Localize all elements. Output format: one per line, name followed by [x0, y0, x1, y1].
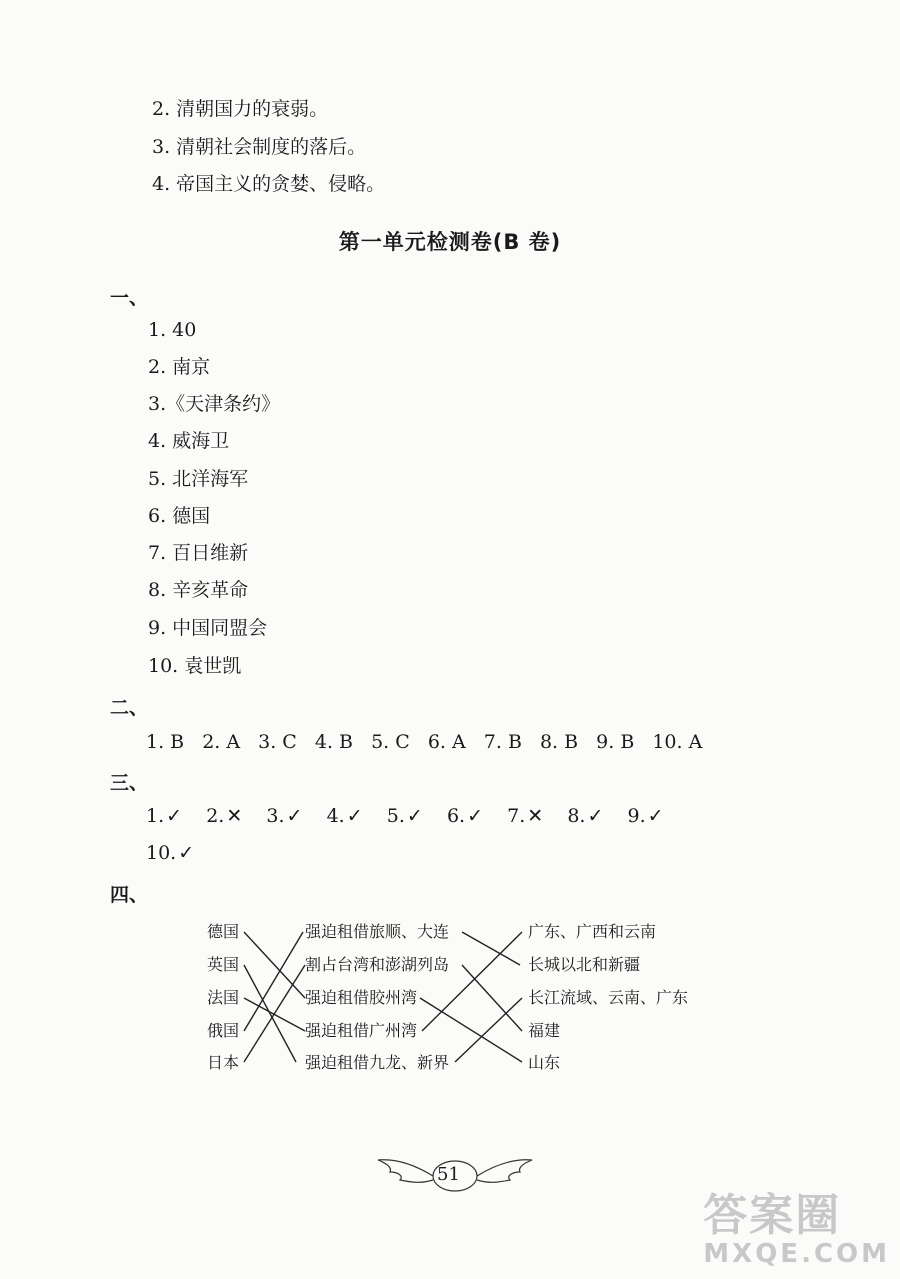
tf-number: 10. [146, 842, 177, 864]
match-action: 强迫租借广州湾 [305, 1021, 418, 1040]
tf-number: 6. [446, 805, 466, 827]
tf-number: 5. [386, 805, 405, 827]
check-icon: ✓ [587, 805, 604, 827]
fill-blank-answer: 9. 中国同盟会 [148, 617, 268, 639]
page-title: 第一单元检测卷(B 卷) [338, 230, 562, 254]
check-icon: ✓ [166, 805, 183, 827]
match-region: 山东 [528, 1053, 561, 1072]
match-country: 日本 [207, 1053, 240, 1072]
check-icon: ✓ [406, 805, 423, 827]
section-heading-4: 四、 [110, 884, 149, 906]
match-action: 割占台湾和澎湖列岛 [305, 955, 450, 974]
tf-number: 2. [206, 805, 225, 827]
section-heading-2: 二、 [110, 697, 149, 719]
tf-number: 9. [627, 805, 646, 827]
match-action: 强迫租借九龙、新界 [305, 1053, 450, 1072]
fill-blank-answer: 3.《天津条约》 [148, 393, 281, 415]
mc-answer: 7. B [483, 731, 522, 753]
match-region: 广东、广西和云南 [528, 922, 657, 941]
match-region: 长城以北和新疆 [528, 955, 641, 974]
check-icon: ✓ [346, 805, 363, 827]
watermark-bottom: MXQE.COM [703, 1239, 890, 1269]
match-action: 强迫租借胶州湾 [305, 988, 418, 1007]
tf-number: 3. [266, 805, 285, 827]
fill-blank-answer: 10. 袁世凯 [148, 655, 242, 677]
mc-answer: 9. B [596, 731, 635, 753]
match-country: 法国 [207, 988, 240, 1007]
tf-number: 7. [507, 805, 526, 827]
tf-number: 8. [567, 805, 586, 827]
page-number-badge [370, 1150, 540, 1200]
fill-blank-answer: 5. 北洋海军 [148, 468, 249, 490]
tf-number: 4. [326, 805, 345, 827]
fill-blank-answer: 8. 辛亥革命 [148, 579, 249, 601]
page-number: 51 [437, 1164, 460, 1185]
top-item: 3. 清朝社会制度的落后。 [152, 136, 367, 158]
match-country: 德国 [207, 922, 240, 941]
fill-blank-answer: 4. 威海卫 [148, 430, 230, 452]
cross-icon: ✕ [226, 805, 243, 827]
check-icon: ✓ [286, 805, 303, 827]
fill-blank-answer: 2. 南京 [148, 356, 211, 378]
fill-blank-answer: 1. 40 [148, 319, 197, 341]
match-region: 福建 [528, 1021, 561, 1040]
match-action: 强迫租借旅顺、大连 [305, 922, 450, 941]
section-heading-3: 三、 [110, 772, 149, 794]
check-icon: ✓ [647, 805, 664, 827]
check-icon: ✓ [178, 842, 195, 864]
mc-answer: 2. A [202, 731, 241, 753]
tf-number: 1. [146, 805, 165, 827]
match-region: 长江流域、云南、广东 [528, 988, 689, 1007]
watermark-top: 答案圈 [703, 1190, 842, 1241]
mc-answer: 3. C [258, 731, 297, 753]
match-country: 英国 [207, 955, 240, 974]
mc-answer: 5. C [371, 731, 410, 753]
section-heading-1: 一、 [110, 287, 149, 309]
check-icon: ✓ [467, 805, 484, 827]
mc-answer: 6. A [427, 731, 466, 753]
top-item: 4. 帝国主义的贪婪、侵略。 [152, 173, 386, 195]
mc-answer: 1. B [146, 731, 185, 753]
top-item: 2. 清朝国力的衰弱。 [152, 98, 329, 120]
fill-blank-answer: 6. 德国 [148, 505, 211, 527]
fill-blank-answer: 7. 百日维新 [148, 542, 249, 564]
watermark-logo [703, 1190, 890, 1269]
match-country: 俄国 [207, 1021, 240, 1040]
mc-answer: 8. B [539, 731, 579, 753]
mc-answer: 4. B [314, 731, 354, 753]
mc-answer: 10. A [652, 731, 703, 753]
cross-icon: ✕ [527, 805, 544, 827]
